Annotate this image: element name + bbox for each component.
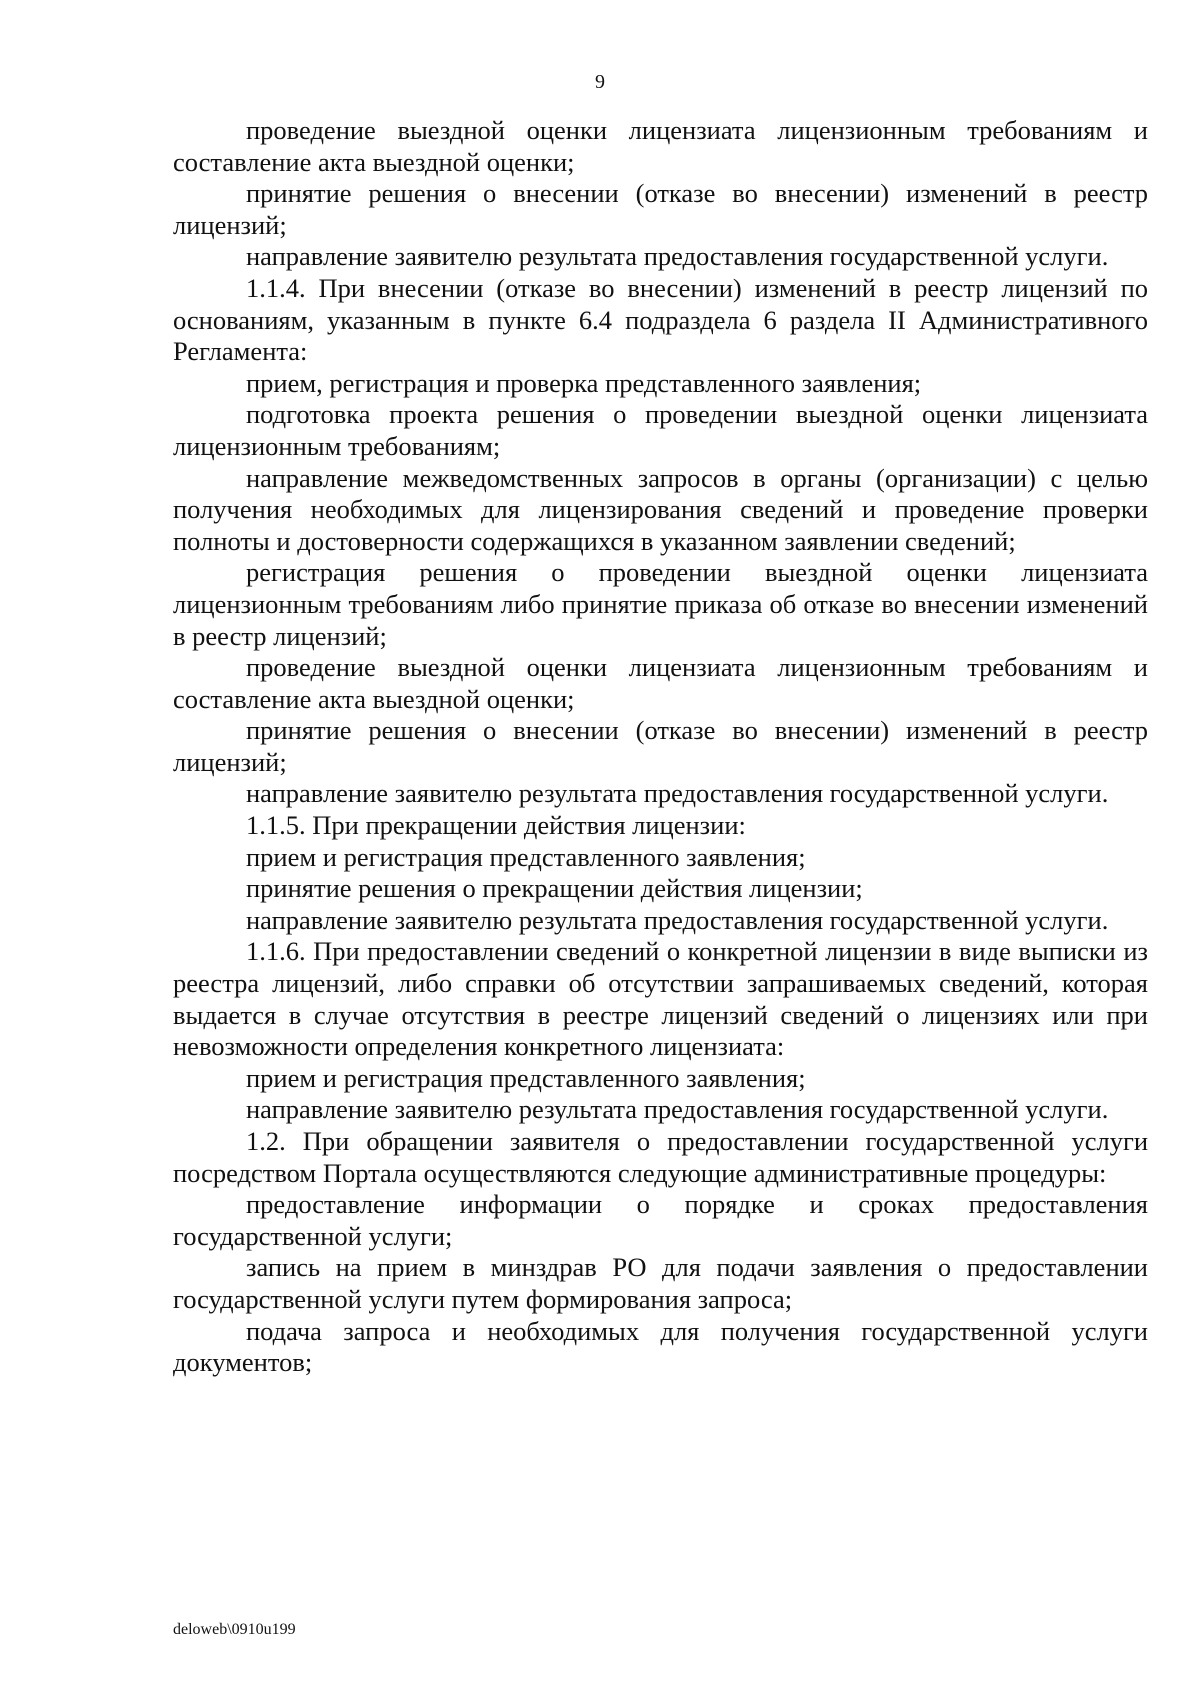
paragraph: проведение выездной оценки лицензиата лицензионным требованиям и составление акта выездной оценки; [173,115,1148,177]
paragraph: направление межведомственных запросов в органы (организации) с целью получения необходимых для лицензирования сведений и проведение проверки полноты и достоверности содержащихся в указанном заявлении сведений; [173,462,1148,556]
paragraph: проведение выездной оценки лицензиата лицензионным требованиям и составление акта выездной оценки; [173,652,1148,714]
paragraph: регистрация решения о проведении выездной оценки лицензиата лицензионным требованиям либо принятие приказа об отказе во внесении изменений в реестр лицензий; [173,557,1148,651]
paragraph: 1.2. При обращении заявителя о предоставлении государственной услуги посредством Портала осуществляются следующие административные процедуры: [173,1126,1148,1188]
page-number: 9 [595,71,605,93]
paragraph: прием и регистрация представленного заявления; [246,1062,806,1093]
paragraph: 1.1.5. При прекращении действия лицензии: [246,810,746,841]
paragraph: принятие решения о прекращении действия лицензии; [246,873,863,904]
paragraph: запись на прием в минздрав РО для подачи заявления о предоставлении государственной услуги путем формирования запроса; [173,1252,1148,1314]
paragraph: направление заявителю результата предоставления государственной услуги. [246,241,1109,272]
paragraph: подготовка проекта решения о проведении выездной оценки лицензиата лицензионным требованиям; [173,399,1148,461]
paragraph: 1.1.6. При предоставлении сведений о конкретной лицензии в виде выписки из реестра лицензий, либо справки об отсутствии запрашиваемых сведений, которая выдается в случае отсутствия в реестре лицензий сведений о лицензиях или при невозможности определения конкретного лицензиата: [173,936,1148,1062]
paragraph: направление заявителю результата предоставления государственной услуги. [246,778,1109,809]
document-footer-code: deloweb\0910u199 [173,1621,296,1638]
document-body [173,115,1148,1379]
paragraph: прием, регистрация и проверка представленного заявления; [246,367,922,398]
paragraph: 1.1.4. При внесении (отказе во внесении) изменений в реестр лицензий по основаниям, указанным в пункте 6.4 подраздела 6 раздела II Административного Регламента: [173,272,1148,367]
paragraph: предоставление информации о порядке и сроках предоставления государственной услуги; [173,1189,1148,1251]
paragraph: принятие решения о внесении (отказе во внесении) изменений в реестр лицензий; [173,715,1148,777]
paragraph: прием и регистрация представленного заявления; [246,841,806,872]
paragraph: направление заявителю результата предоставления государственной услуги. [246,904,1109,935]
paragraph: подача запроса и необходимых для получения государственной услуги документов; [173,1315,1148,1378]
paragraph: принятие решения о внесении (отказе во внесении) изменений в реестр лицензий; [173,178,1148,240]
paragraph: направление заявителю результата предоставления государственной услуги. [246,1094,1109,1125]
